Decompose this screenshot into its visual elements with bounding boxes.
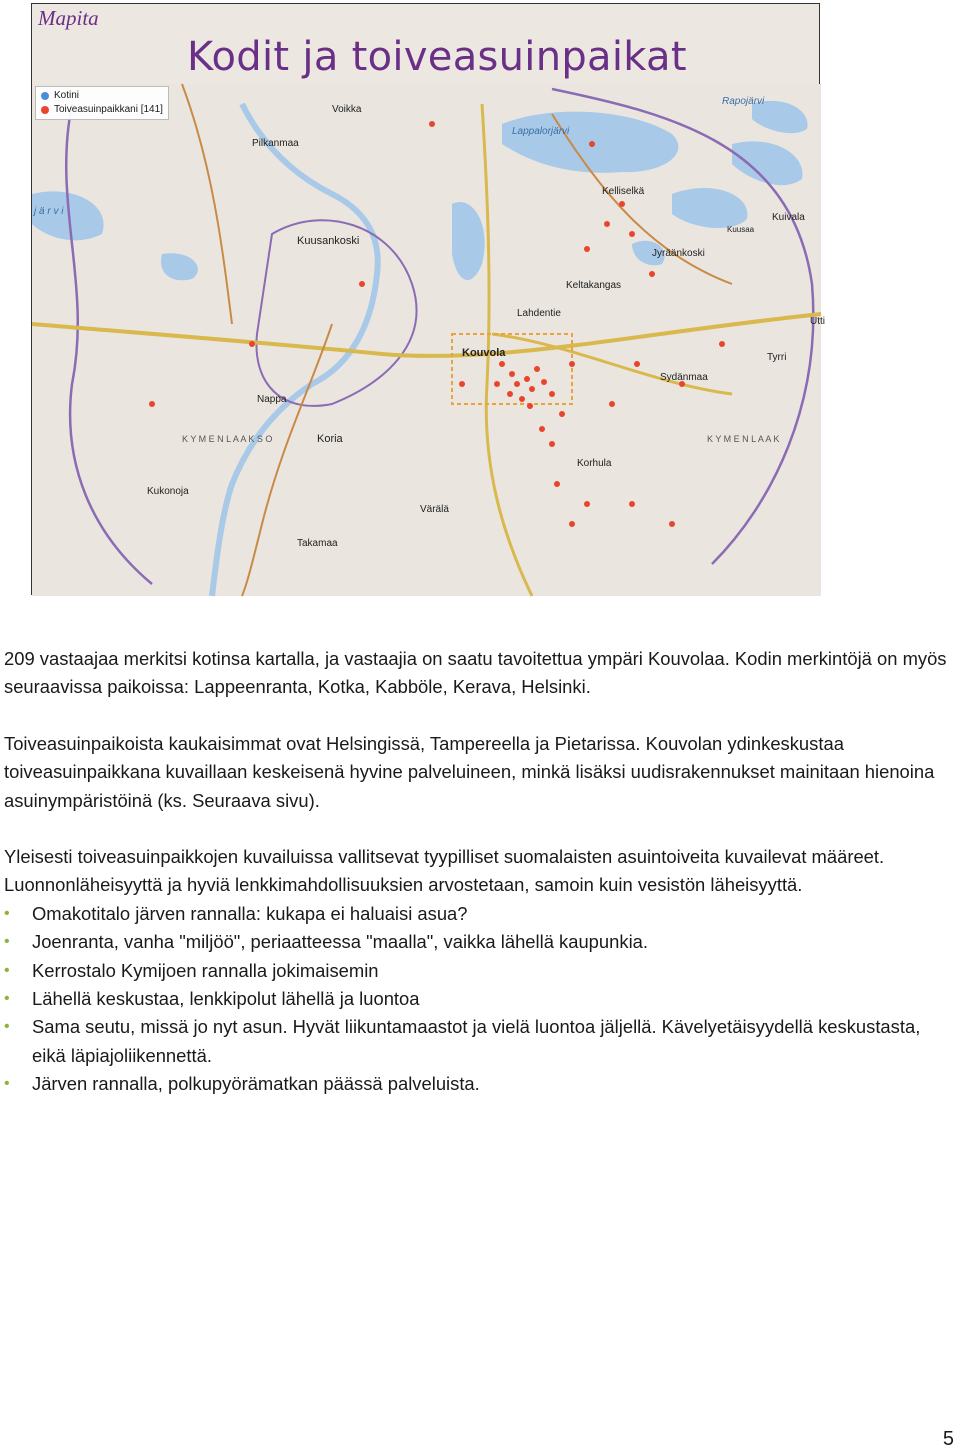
page-number: 5 <box>942 1428 954 1450</box>
wish-marker <box>149 401 155 407</box>
bullet-list <box>4 900 954 1099</box>
wish-marker <box>634 361 640 367</box>
legend-item-home <box>41 89 163 103</box>
map-label-kelliselka: Kelliselkä <box>602 186 645 197</box>
wish-marker <box>649 271 655 277</box>
wish-marker <box>499 361 505 367</box>
wish-marker <box>507 391 513 397</box>
bullet-icon: • <box>4 1018 10 1036</box>
bullet-item <box>4 1013 954 1070</box>
bullet-icon: • <box>4 933 10 951</box>
paragraph-1: 209 vastaajaa merkitsi kotinsa kartalla, ja vastaajia on saatu tavoitettua ympäri Kouvolaa. Kodin merkintöjä on myös seuraavissa paikoissa: Lappeenranta, Kotka, Kabböle, Kerava, Helsinki. <box>4 648 947 698</box>
wish-marker <box>359 281 365 287</box>
wish-marker <box>534 366 540 372</box>
map-label-jyraankoski: Jyräänkoski <box>652 248 705 259</box>
map-label-rapojarvi: Rapojärvi <box>722 96 765 107</box>
map-label-jarvi: j ä r v i <box>34 206 64 217</box>
wish-marker <box>549 391 555 397</box>
wish-marker <box>569 361 575 367</box>
wish-marker <box>519 396 525 402</box>
bullet-text: Järven rannalla, polkupyörämatkan päässä palveluista. <box>32 1073 480 1095</box>
legend-label: Kotini <box>54 90 80 101</box>
wish-marker <box>584 246 590 252</box>
wish-marker <box>524 376 530 382</box>
wish-marker <box>559 411 565 417</box>
map-svg <box>32 84 825 596</box>
map-label-koria: Koria <box>317 433 343 445</box>
bullet-item <box>4 900 954 928</box>
wish-marker <box>509 371 515 377</box>
bullet-text: Lähellä keskustaa, lenkkipolut lähellä ja luontoa <box>32 988 420 1010</box>
wish-marker <box>541 379 547 385</box>
map-label-voikka: Voikka <box>332 104 362 115</box>
bullet-item <box>4 928 954 956</box>
map-label-korhula: Korhula <box>577 458 612 469</box>
wish-marker <box>514 381 520 387</box>
map-label-lahdentie: Lahdentie <box>517 308 561 319</box>
wish-marker <box>549 441 555 447</box>
legend-label: Toiveasuinpaikkani [141] <box>54 104 163 115</box>
wish-marker <box>589 141 595 147</box>
wish-marker <box>719 341 725 347</box>
slide-title: Kodit ja toiveasuinpaikat <box>187 34 687 80</box>
map-legend <box>35 86 169 120</box>
map-label-kymenlaakso-left: K Y M E N L A A K S O <box>182 434 273 444</box>
map-label-kuusaa: Kuusaa <box>727 225 755 234</box>
wish-marker <box>494 381 500 387</box>
bullet-icon: • <box>4 961 10 979</box>
map-label-kouvola: Kouvola <box>462 347 506 359</box>
wish-marker <box>539 426 545 432</box>
bullet-icon: • <box>4 990 10 1008</box>
wish-marker <box>569 521 575 527</box>
wish-marker <box>554 481 560 487</box>
wish-marker <box>629 231 635 237</box>
body-text <box>4 645 954 1099</box>
mapita-logo: Mapita <box>38 6 99 30</box>
wish-marker <box>619 201 625 207</box>
wish-marker <box>584 501 590 507</box>
map-label-tyrri: Tyrri <box>767 352 787 363</box>
map-label-varala: Värälä <box>420 504 449 515</box>
slide-figure <box>31 3 825 595</box>
red-dot-icon <box>41 106 49 114</box>
wish-marker <box>529 386 535 392</box>
wish-marker <box>249 341 255 347</box>
map-label-takamaa: Takamaa <box>297 538 338 549</box>
wish-marker <box>429 121 435 127</box>
legend-item-wish <box>41 103 163 117</box>
bullet-item <box>4 1070 954 1098</box>
bullet-text: Joenranta, vanha "miljöö", periaatteessa "maalla", vaikka lähellä kaupunkia. <box>32 931 648 953</box>
map <box>32 84 825 596</box>
bullet-icon: • <box>4 904 10 922</box>
blue-dot-icon <box>41 92 49 100</box>
map-label-kukonoja: Kukonoja <box>147 486 189 497</box>
paragraph-3: Yleisesti toiveasuinpaikkojen kuvailuissa vallitsevat tyypilliset suomalaisten asuintoiveita kuvailevat määreet. Luonnonläheisyyttä ja hyviä lenkkimahdollisuuksien arvostetaan, samoin kuin vesistön läheisyyttä. <box>4 846 885 896</box>
map-label-utti: Utti <box>810 316 825 327</box>
map-label-keltakangas: Keltakangas <box>566 280 622 291</box>
map-label-pilkanmaa: Pilkanmaa <box>252 138 299 149</box>
paragraph-2: Toiveasuinpaikoista kaukaisimmat ovat Helsingissä, Tampereella ja Pietarissa. Kouvolan ydinkeskustaa toiveasuinpaikkana kuvaillaan keskeisenä hyvine palveluineen, minkä lisäksi uudisrakennukset mainitaan hienoina asuinympäristöinä (ks. Seuraava sivu). <box>4 732 935 811</box>
map-label-kuusankoski: Kuusankoski <box>297 235 360 247</box>
map-label-lapparjarvi: Lappalorjärvi <box>512 126 570 137</box>
map-label-nappa: Nappa <box>257 394 287 405</box>
wish-marker <box>459 381 465 387</box>
bullet-text: Omakotitalo järven rannalla: kukapa ei haluaisi asua? <box>32 902 468 924</box>
wish-marker <box>527 403 533 409</box>
wish-marker <box>669 521 675 527</box>
bullet-text: Kerrostalo Kymijoen rannalla jokimaisemin <box>32 959 379 981</box>
wish-marker <box>629 501 635 507</box>
map-label-kymenlaakso-right: K Y M E N L A A K <box>707 434 780 444</box>
bullet-item <box>4 985 954 1013</box>
wish-marker <box>609 401 615 407</box>
bullet-text: Sama seutu, missä jo nyt asun. Hyvät liikuntamaastot ja vielä luontoa jäljellä. Kävelyetäisyydellä keskustasta, eikä läpiajoliikennettä. <box>32 1016 921 1066</box>
map-label-sydanmaa: Sydänmaa <box>660 372 708 383</box>
wish-marker <box>604 221 610 227</box>
bullet-icon: • <box>4 1075 10 1093</box>
map-label-kuivala: Kuivala <box>772 212 805 223</box>
bullet-item <box>4 957 954 985</box>
